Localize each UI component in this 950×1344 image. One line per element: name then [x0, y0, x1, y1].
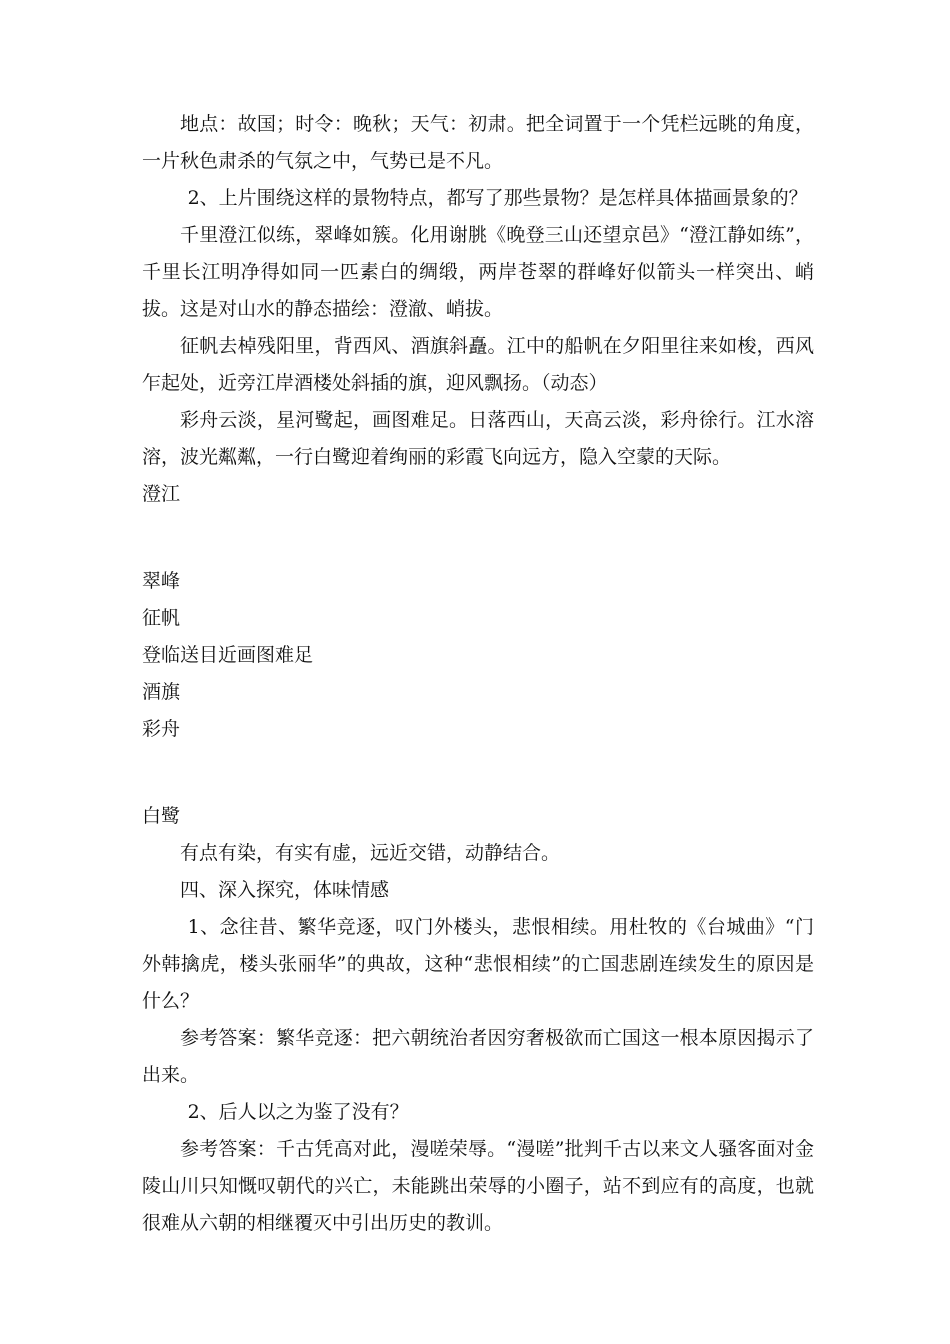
diagram-center: 登临送目近画图难足: [142, 644, 314, 666]
paragraph-zheng-fan: 征帆去棹残阳里，背西风、酒旗斜矗。江中的船帆在夕阳里往来如梭，西风乍起处，近旁江岸酒楼处斜插的旗，迎风飘扬。（动态）: [142, 335, 814, 394]
paragraph-cai-zhou: 彩舟云淡，星河鹭起，画图难足。日落西山，天高云淡，彩舟徐行。江水溶溶，波光粼粼，一行白鹭迎着绚丽的彩霞飞向远方，隐入空蒙的天际。: [142, 409, 814, 468]
paragraph-jiang-feng: 千里澄江似练，翠峰如簇。化用谢朓《晚登三山还望京邑》“澄江静如练”，千里长江明净得如同一匹素白的绸缎，两岸苍翠的群峰好似箭头一样突出、峭拔。这是对山水的静态描绘：澄澈、峭拔。: [142, 224, 814, 320]
section4-answer-2: 参考答案：千古凭高对此，漫嗟荣辱。“漫嗟”批判千古以来文人骚客面对金陵山川只知慨叹朝代的兴亡，未能跳出荣辱的小圈子，站不到应有的高度，也就很难从六朝的相继覆灭中引出历史的教训。: [142, 1138, 814, 1234]
document-body: [142, 106, 814, 1242]
diagram-item-zhengfan: 征帆: [142, 607, 181, 629]
spacer: [142, 513, 814, 563]
section4-question-2: 2、后人以之为鉴了没有？: [187, 1101, 409, 1123]
summary-line: 有点有染，有实有虚，远近交错，动静结合。: [180, 842, 561, 864]
diagram-item-jiuqi: 酒旗: [142, 681, 181, 703]
section4-question-1: 1、念往昔、繁华竞逐，叹门外楼头，悲恨相续。用杜牧的《台城曲》“门外韩擒虎，楼头张丽华”的典故，这种“悲恨相续”的亡国悲剧连续发生的原因是什么？: [142, 916, 814, 1012]
spacer: [142, 748, 814, 798]
diagram-item-bailu: 白鹭: [142, 805, 181, 827]
diagram-item-chengjiang: 澄江: [142, 483, 181, 505]
diagram-item-cuifeng: 翠峰: [142, 570, 181, 592]
paragraph-setting: 地点：故国；时令：晚秋；天气：初肃。把全词置于一个凭栏远眺的角度，一片秋色肃杀的气氛之中，气势已是不凡。: [142, 113, 814, 172]
diagram-item-caizhou: 彩舟: [142, 718, 181, 740]
question-2: 2、上片围绕这样的景物特点，都写了那些景物？是怎样具体描画景象的？: [187, 187, 808, 209]
section4-answer-1: 参考答案：繁华竞逐：把六朝统治者因穷奢极欲而亡国这一根本原因揭示了出来。: [142, 1027, 814, 1086]
section-heading: 四、深入探究，体味情感: [180, 879, 390, 901]
